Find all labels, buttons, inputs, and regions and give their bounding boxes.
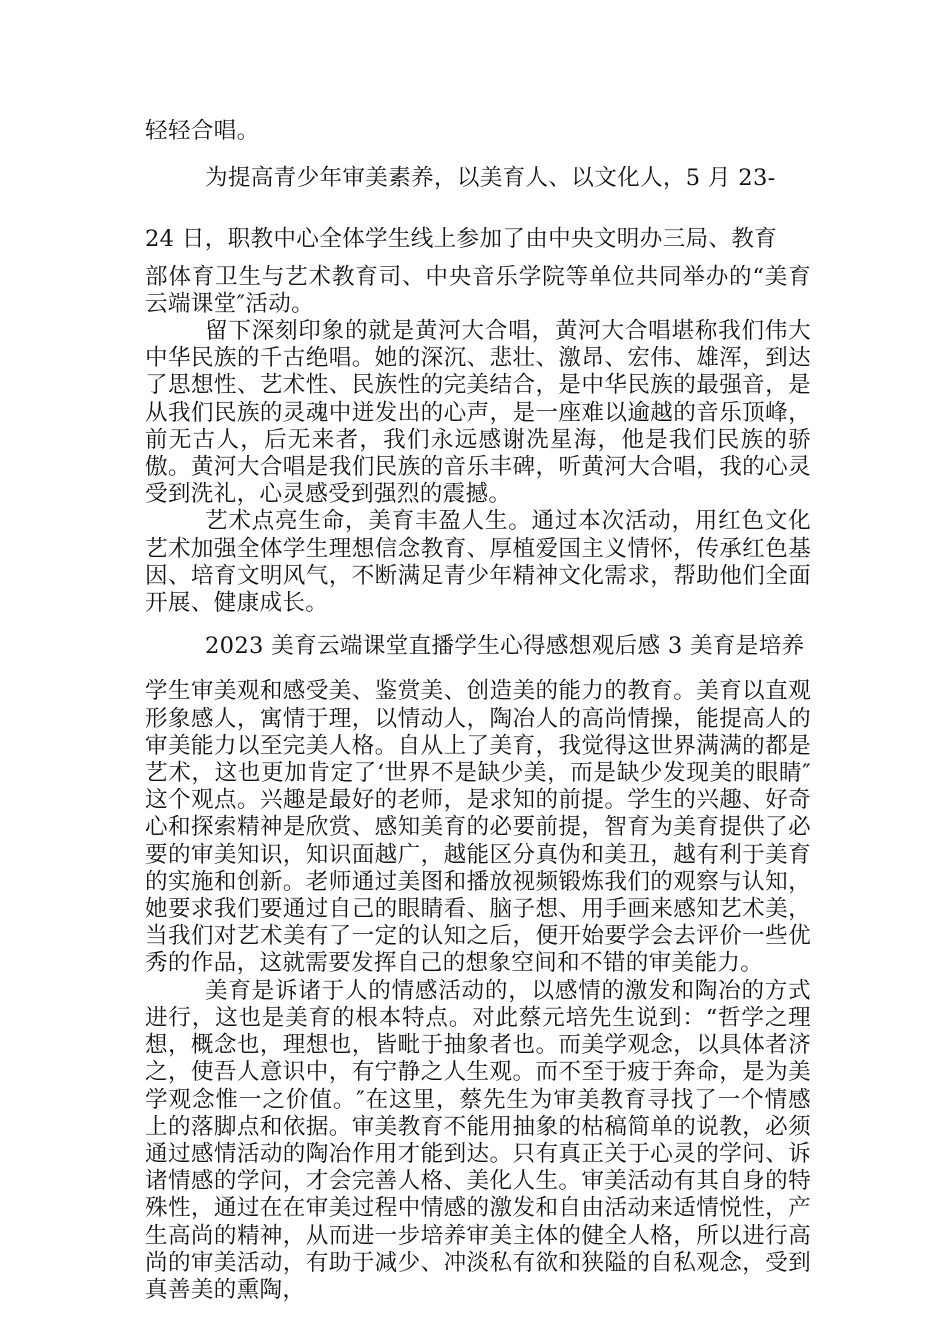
paragraph-4 [145, 678, 811, 977]
document-page [145, 118, 811, 1304]
paragraph-1-rest-block [145, 264, 811, 318]
paragraph-3-text: 艺术点亮生命，美育丰盈人生。通过本次活动，用红色文化艺术加强全体学生理想信念教育、厚植爱国主义情怀，传承红色基因、培育文明风气，不断满足青少年精神文化需求，帮助他们全面开展、健康成长。 [145, 508, 811, 617]
paragraph-1-intro [145, 165, 811, 192]
paragraph-2-text: 留下深刻印象的就是黄河大合唱，黄河大合唱堪称我们伟大中华民族的千古绝唱。她的深沉、悲壮、激昂、宏伟、雄浑，到达了思想性、艺术性、民族性的完美结合，是中华民族的最强音，是从我们民族的灵魂中迸发出的心声，是一座难以逾越的音乐顶峰，前无古人，后无来者，我们永远感谢冼星海，他是我们民族的骄傲。黄河大合唱是我们民族的音乐丰碑，听黄河大合唱，我的心灵受到洗礼，心灵感受到强烈的震撼。 [145, 318, 811, 508]
paragraph-4-text: 学生审美观和感受美、鉴赏美、创造美的能力的教育。美育以直观形象感人，寓情于理，以情动人，陶冶人的高尚情操，能提高人的审美能力以至完美人格。自从上了美育，我觉得这世界满满的都是艺术，这也更加肯定了‘世界不是缺少美，而是缺少发现美的眼睛″这个观点。兴趣是最好的老师，是求知的前提。学生的兴趣、好奇心和探索精神是欣赏、感知美育的必要前提，智育为美育提供了必要的审美知识，知识面越广，越能区分真伪和美丑，越有利于美育的实施和创新。老师通过美图和播放视频锻炼我们的观察与认知，她要求我们要通过自己的眼睛看、脑子想、用手画来感知艺术美，当我们对艺术美有了一定的认知之后，便开始要学会去评价一些优秀的作品，这就需要发挥自己的想象空间和不错的审美能力。 [145, 678, 811, 977]
paragraph-2 [145, 318, 811, 508]
paragraph-4-line-1: 2023 美育云端课堂直播学生心得感想观后感 3 美育是培养 [205, 633, 805, 660]
paragraph-1-line-2-block [145, 226, 811, 253]
paragraph-1-line-2: 24 日，职教中心全体学生线上参加了由中央文明办三局、教育 [145, 226, 778, 253]
paragraph-1-rest: 部体育卫生与艺术教育司、中央音乐学院等单位共同举办的“美育云端课堂″活动。 [145, 263, 811, 317]
paragraph-5 [145, 978, 811, 1304]
paragraph-5-text: 美育是诉诸于人的情感活动的，以感情的激发和陶冶的方式进行，这也是美育的根本特点。对此蔡元培先生说到：“哲学之理想，概念也，理想也，皆毗于抽象者也。而美学观念，以具体者济之，使吾人意识中，有宁静之人生观。而不至于疲于奔命，是为美学观念惟一之价值。″在这里，蔡先生为审美教育寻找了一个情感上的落脚点和依据。审美教育不能用抽象的枯稿简单的说教，必须通过感情活动的陶冶作用才能到达。只有真正关于心灵的学问、诉诸情感的学问，才会完善人格、美化人生。审美活动有其自身的特殊性，通过在在审美过程中情感的激发和自由活动来适情悦性，产生高尚的精神，从而进一步培养审美主体的健全人格，所以进行高尚的审美活动，有助于减少、冲淡私有欲和狭隘的自私观念，受到真善美的熏陶， [145, 977, 811, 1303]
paragraph-1-line-1: 为提高青少年审美素养，以美育人、以文化人，5 月 23- [205, 165, 776, 192]
paragraph-0 [145, 118, 811, 145]
paragraph-0-text: 轻轻合唱。 [145, 118, 260, 144]
paragraph-3 [145, 508, 811, 617]
paragraph-4-title-line [145, 633, 811, 660]
